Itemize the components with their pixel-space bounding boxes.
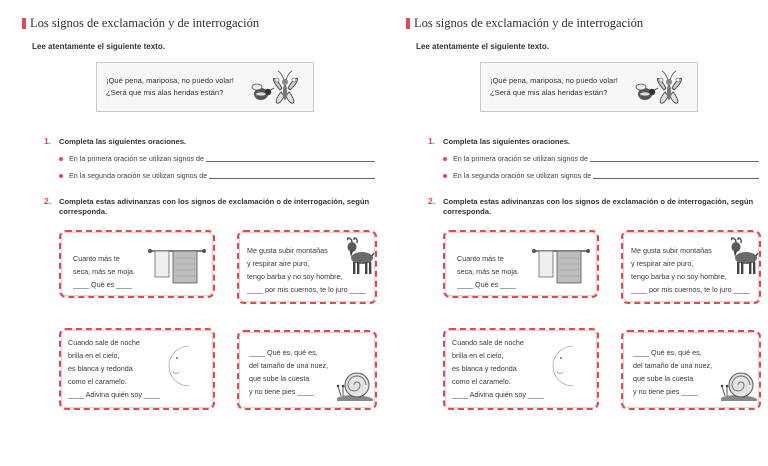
bullet-dot-icon [443, 157, 447, 161]
title-marker [406, 18, 410, 29]
riddle-line: Me gusta subir montañas [631, 246, 712, 255]
question-1-text: Completa las siguientes oraciones. [59, 137, 187, 146]
riddle-text [452, 336, 544, 401]
riddle-text [633, 346, 712, 398]
title-marker [22, 18, 26, 29]
riddle-line: ____ Qué es, qué es, [249, 348, 318, 357]
riddle-line: tengo barba y no soy hombre, [247, 272, 343, 281]
riddle-line: es blanca y redonda [68, 364, 133, 373]
quote-line-exclamation: ¡Qué pena, mariposa, no puedo volar! [490, 76, 618, 85]
riddle-line: que sube la cuesta [249, 374, 310, 383]
riddle-line: del tamaño de una nuez, [249, 361, 329, 370]
riddle-card-goat [621, 230, 761, 304]
riddle-line: como el caramelo. [452, 377, 511, 386]
riddle-text [249, 346, 328, 398]
answer-line-2 [59, 170, 375, 180]
riddle-text [457, 252, 519, 291]
quote-line-question: ¿Será que mis alas heridas están? [490, 88, 608, 97]
riddle-card-goat [237, 230, 377, 304]
riddle-text [73, 252, 135, 291]
riddle-card-snail [621, 330, 761, 410]
sentence-prompt: En la segunda oración se utilizan signos de [453, 171, 592, 180]
riddle-line: es blanca y redonda [452, 364, 517, 373]
blank-line[interactable] [590, 160, 759, 162]
riddle-line: tengo barba y no soy hombre, [631, 272, 727, 281]
riddle-line: Cuando sale de noche [68, 338, 140, 347]
riddle-text [68, 336, 160, 401]
bullet-dot-icon [59, 174, 63, 178]
snail-icon [719, 368, 759, 404]
quote-lines [490, 75, 618, 99]
riddle-line: y no tiene pies ____ [633, 387, 698, 396]
quote-box [480, 62, 698, 112]
riddle-card-towel [59, 230, 215, 298]
riddle-line: Cuando sale de noche [452, 338, 524, 347]
page-title [22, 15, 259, 31]
riddle-line: brilla en el cielo, [68, 351, 120, 360]
riddle-line: seca, más se moja. [457, 267, 519, 276]
butterfly-bee-illustration-icon [247, 66, 307, 110]
question-2-text [443, 197, 763, 217]
answer-line-1 [443, 153, 759, 163]
moon-icon [159, 342, 205, 390]
riddle-line: y no tiene pies ____ [249, 387, 314, 396]
question-2-number: 2. [44, 196, 52, 206]
question-2-line: corresponda. [59, 207, 108, 216]
intro-instruction: Lee atentamente el siguiente texto. [416, 42, 549, 51]
riddle-line: del tamaño de una nuez, [633, 361, 713, 370]
riddle-line: Cuanto más te [73, 254, 120, 263]
riddle-line: ____ Qué es ____ [73, 280, 133, 289]
question-2-text [59, 197, 379, 217]
blank-line[interactable] [209, 177, 375, 179]
riddle-line: ____ Qué es ____ [457, 280, 517, 289]
goat-icon [343, 236, 375, 278]
question-2-line: Completa estas adivinanzas con los signos de exclamación o de interrogación, según [443, 197, 754, 206]
question-1-number: 1. [44, 136, 52, 146]
riddle-line: seca, más se moja. [73, 267, 135, 276]
riddle-line: y respirar aire puro, [631, 259, 694, 268]
riddle-line: ____ Qué es, qué es, [633, 348, 702, 357]
quote-line-exclamation: ¡Qué pena, mariposa, no puedo volar! [106, 76, 234, 85]
riddle-line: que sube la cuesta [633, 374, 694, 383]
worksheet-page-right [388, 0, 760, 466]
bullet-dot-icon [443, 174, 447, 178]
question-2-number: 2. [428, 196, 436, 206]
riddle-card-moon [59, 328, 215, 410]
riddle-line: ____ Adivina quién soy ____ [68, 390, 160, 399]
quote-lines [106, 75, 234, 99]
snail-icon [335, 368, 375, 404]
quote-line-question: ¿Será que mis alas heridas están? [106, 88, 224, 97]
page-title-text: Los signos de exclamación y de interrogación [30, 15, 260, 30]
riddle-line: y respirar aire puro, [247, 259, 310, 268]
towel-icon [531, 246, 591, 286]
riddle-card-moon [443, 328, 599, 410]
question-1-number: 1. [428, 136, 436, 146]
sentence-prompt: En la primera oración se utilizan signos de [69, 154, 205, 163]
riddle-line: como el caramelo. [68, 377, 127, 386]
towel-icon [147, 246, 207, 286]
goat-icon [727, 236, 759, 278]
moon-icon [543, 342, 589, 390]
sentence-prompt: En la segunda oración se utilizan signos de [69, 171, 208, 180]
riddle-line: ____ por mis cuernos, te lo juro ____ [247, 285, 366, 294]
page-title-text: Los signos de exclamación y de interrogación [414, 15, 644, 30]
riddle-card-towel [443, 230, 599, 298]
riddle-card-snail [237, 330, 377, 410]
riddle-line: ____ Adivina quién soy ____ [452, 390, 544, 399]
butterfly-bee-illustration-icon [631, 66, 691, 110]
answer-line-1 [59, 153, 375, 163]
page-title [406, 15, 643, 31]
worksheet-page-left [4, 0, 376, 466]
intro-instruction: Lee atentamente el siguiente texto. [32, 42, 165, 51]
question-2-line: Completa estas adivinanzas con los signos de exclamación o de interrogación, según [59, 197, 370, 206]
blank-line[interactable] [206, 160, 375, 162]
question-2-line: corresponda. [443, 207, 492, 216]
riddle-line: Me gusta subir montañas [247, 246, 328, 255]
quote-box [96, 62, 314, 112]
blank-line[interactable] [593, 177, 759, 179]
sentence-prompt: En la primera oración se utilizan signos de [453, 154, 589, 163]
riddle-line: brilla en el cielo, [452, 351, 504, 360]
riddle-line: ____ por mis cuernos, te lo juro ____ [631, 285, 750, 294]
answer-line-2 [443, 170, 759, 180]
question-1-text: Completa las siguientes oraciones. [443, 137, 571, 146]
riddle-line: Cuanto más te [457, 254, 504, 263]
bullet-dot-icon [59, 157, 63, 161]
